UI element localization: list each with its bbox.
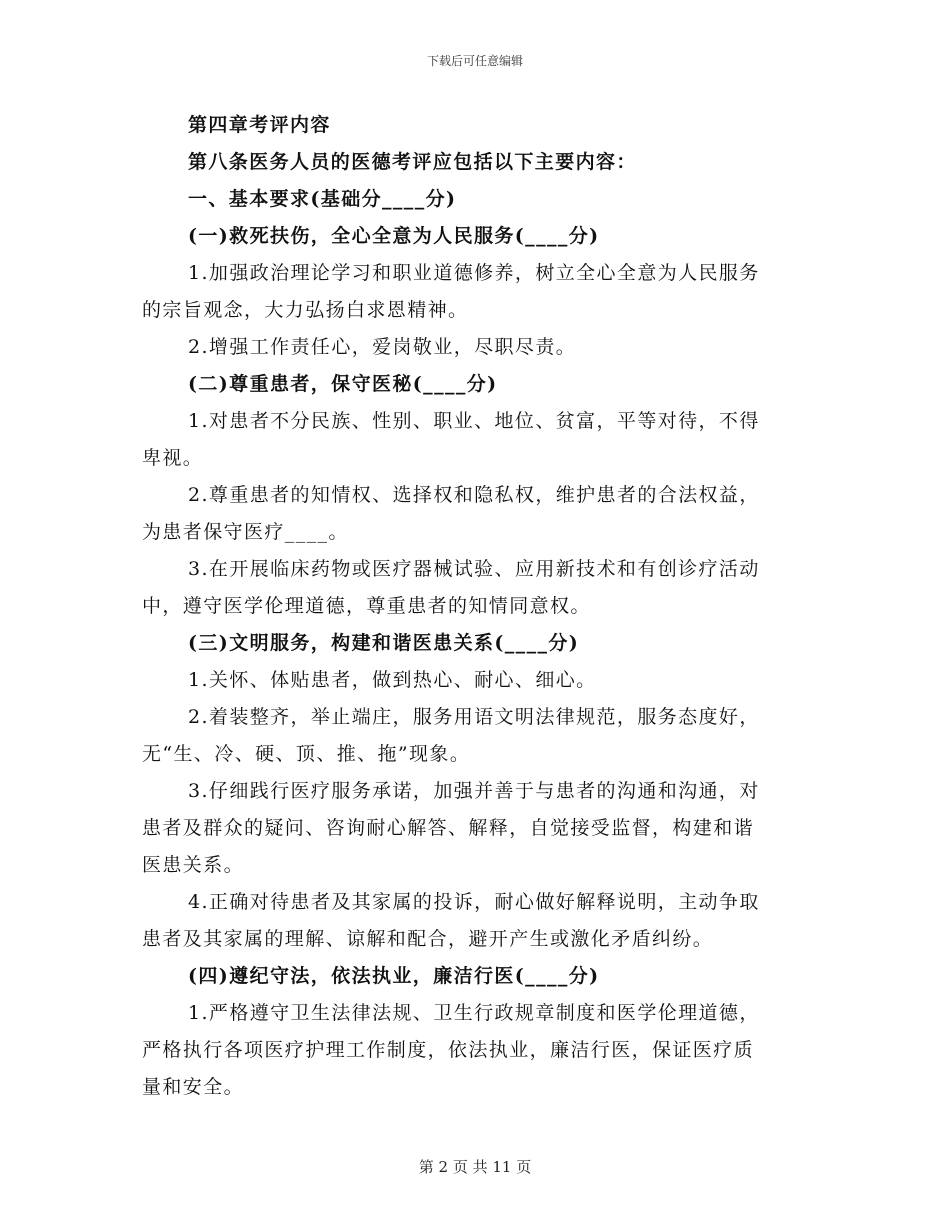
- subsection-heading: (三)文明服务，构建和谐医患关系(____分): [188, 632, 580, 654]
- paragraph-line: 1.关怀、体贴患者，做到热心、耐心、细心。: [188, 669, 597, 691]
- paragraph-line: 患者及其家属的理解、谅解和配合，避开产生或激化矛盾纠纷。: [142, 928, 714, 950]
- paragraph-line: 2.尊重患者的知情权、选择权和隐私权，维护患者的合法权益，: [188, 484, 760, 506]
- paragraph-line: 3.仔细践行医疗服务承诺，加强并善于与患者的沟通和沟通，对: [188, 780, 760, 802]
- article-heading: 第八条医务人员的医德考评应包括以下主要内容：: [188, 151, 637, 173]
- subsection-heading: (二)尊重患者，保守医秘(____分): [188, 373, 498, 395]
- subsection-heading: (四)遵纪守法，依法执业，廉洁行医(____分): [188, 965, 600, 987]
- paragraph-line: 中，遵守医学伦理道德，尊重患者的知情同意权。: [142, 595, 591, 617]
- paragraph-line: 医患关系。: [142, 854, 245, 876]
- chapter-heading: 第四章考评内容: [188, 114, 331, 136]
- page-header: 下载后可任意编辑: [426, 54, 523, 68]
- paragraph-line: 4.正确对待患者及其家属的投诉，耐心做好解释说明，主动争取: [188, 891, 760, 913]
- paragraph-line: 卑视。: [142, 447, 204, 469]
- paragraph-line: 无“生、冷、硬、顶、推、拖”现象。: [142, 743, 471, 765]
- paragraph-line: 量和安全。: [142, 1076, 245, 1098]
- paragraph-line: 的宗旨观念，大力弘扬白求恩精神。: [142, 299, 469, 321]
- paragraph-line: 2.增强工作责任心，爱岗敬业，尽职尽责。: [188, 336, 577, 358]
- paragraph-line: 1.严格遵守卫生法律法规、卫生行政规章制度和医学伦理道德，: [188, 1002, 760, 1024]
- paragraph-line: 3.在开展临床药物或医疗器械试验、应用新技术和有创诊疗活动: [188, 558, 760, 580]
- section-heading: 一、基本要求(基础分____分): [188, 188, 457, 210]
- paragraph-line: 为患者保守医疗____。: [142, 521, 349, 543]
- paragraph-line: 2.着装整齐，举止端庄，服务用语文明法律规范，服务态度好，: [188, 706, 760, 728]
- paragraph-line: 患者及群众的疑问、咨询耐心解答、解释，自觉接受监督，构建和谐: [142, 817, 755, 839]
- page-number: 第 2 页 共 11 页: [418, 1158, 532, 1176]
- document-body: [142, 107, 807, 1106]
- paragraph-line: 1.对患者不分民族、性别、职业、地位、贫富，平等对待，不得: [188, 410, 760, 432]
- paragraph-line: 严格执行各项医疗护理工作制度，依法执业，廉洁行医，保证医疗质: [142, 1039, 755, 1061]
- paragraph-line: 1.加强政治理论学习和职业道德修养，树立全心全意为人民服务: [188, 262, 760, 284]
- subsection-heading: (一)救死扶伤，全心全意为人民服务(____分): [188, 225, 600, 247]
